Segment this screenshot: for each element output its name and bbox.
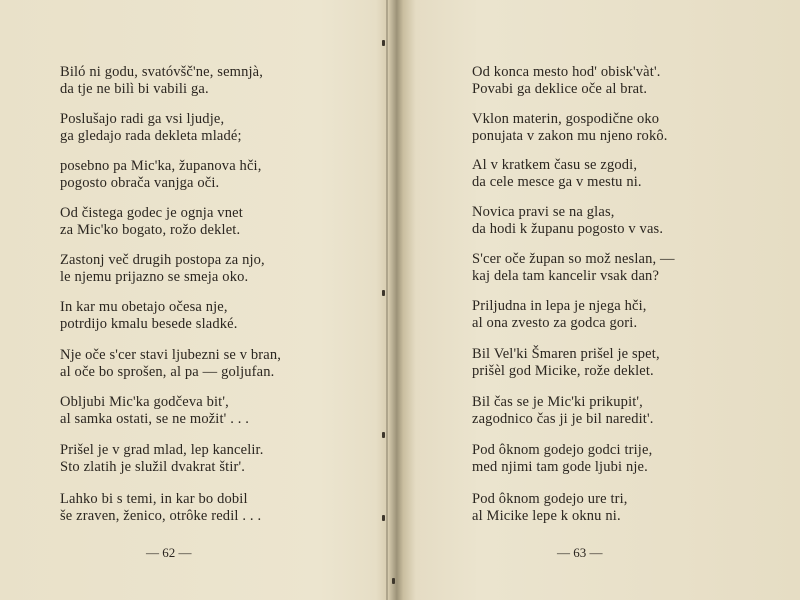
verse-line: al samka ostati, se ne možit' . . . — [60, 411, 250, 427]
verse-line: al ona zvesto za godca gori. — [472, 315, 638, 331]
verse-line: Prišel je v grad mlad, lep kancelir. — [60, 442, 264, 458]
verse-line: Al v kratkem času se zgodi, — [472, 157, 638, 173]
stanza — [472, 491, 628, 525]
verse-line: Lahko bi s temi, in kar bo dobil — [60, 491, 248, 507]
stanza — [472, 157, 642, 191]
verse-line: še zraven, ženico, otrôke redil . . . — [60, 508, 262, 524]
stanza — [60, 158, 262, 192]
verse-line: Priljudna in lepa je njega hči, — [472, 298, 647, 314]
stanza — [472, 251, 675, 285]
verse-line: In kar mu obetajo očesa nje, — [60, 299, 228, 315]
verse-line: Biló ni godu, svatóvšč'ne, semnjà, — [60, 64, 264, 80]
verse-line: potrdijo kmalu besede sladké. — [60, 316, 238, 332]
verse-line: posebno pa Mic'ka, županova hči, — [60, 158, 262, 174]
verse-line: da tje ne bilì bi vabili ga. — [60, 81, 209, 97]
stanza — [60, 252, 265, 286]
verse-line: Pod ôknom godejo godci trije, — [472, 442, 653, 458]
stanza — [60, 491, 261, 525]
verse-line: le njemu prijazno se smeja oko. — [60, 269, 249, 285]
page-right — [392, 0, 800, 600]
verse-line: Od konca mesto hod' obisk'vàt'. — [472, 64, 661, 80]
verse-line: Poslušajo radi ga vsi ljudje, — [60, 111, 225, 127]
stanza — [60, 394, 249, 428]
stanza — [60, 347, 281, 381]
page-left — [0, 0, 388, 600]
page-number: — 63 — — [557, 545, 603, 560]
stanza — [472, 111, 668, 145]
verse-line: ponujata v zakon mu njeno rokô. — [472, 128, 668, 144]
verse-line: Povabi ga deklice oče al brat. — [472, 81, 648, 97]
verse-line: Od čistega godec je ognja vnet — [60, 205, 243, 221]
stanza — [60, 111, 242, 145]
stanza — [472, 442, 652, 476]
verse-line: ga gledajo rada dekleta mladé; — [60, 128, 242, 144]
stanza — [472, 204, 663, 238]
page-number: — 62 — — [146, 545, 192, 560]
verse-line: kaj dela tam kancelir vsak dan? — [472, 268, 660, 284]
verse-line: med njimi tam gode ljubi nje. — [472, 459, 648, 475]
verse-line: prišèl god Micike, rože deklet. — [472, 363, 654, 379]
verse-line: za Mic'ko bogato, rožo deklet. — [60, 222, 241, 238]
verse-line: Bil čas se je Mic'ki prikupit', — [472, 394, 643, 410]
stanza — [60, 442, 264, 476]
verse-line: al oče bo sprošen, al pa — goljufan. — [60, 364, 275, 380]
verse-line: da hodi k županu pogosto v vas. — [472, 221, 664, 237]
verse-line: pogosto obrača vanjga oči. — [60, 175, 220, 191]
stanza — [472, 346, 660, 380]
stanza — [60, 64, 263, 98]
verse-line: Zastonj več drugih postopa za njo, — [60, 252, 265, 268]
verse-line: Bil Vel'ki Šmaren prišel je spet, — [472, 346, 660, 362]
verse-line: al Micike lepe k oknu ni. — [472, 508, 621, 524]
verse-line: Vklon materin, gospodične oko — [472, 111, 660, 127]
verse-line: Obljubi Mic'ka godčeva bit', — [60, 394, 229, 410]
verse-line: Novica pravi se na glas, — [472, 204, 615, 220]
verse-line: S'cer oče župan so mož neslan, — — [472, 251, 675, 267]
verse-line: Sto zlatih je služil dvakrat štir'. — [60, 459, 246, 475]
stanza — [472, 64, 660, 98]
verse-line: Pod ôknom godejo ure tri, — [472, 491, 628, 507]
verse-line: zagodnico čas ji je bil naredit'. — [472, 411, 654, 427]
stanza — [60, 299, 238, 333]
verse-line: da cele mesce ga v mestu ni. — [472, 174, 642, 190]
stanza — [472, 394, 654, 428]
stanza — [60, 205, 243, 239]
verse-line: Nje oče s'cer stavi ljubezni se v bran, — [60, 347, 282, 363]
stanza — [472, 298, 647, 332]
